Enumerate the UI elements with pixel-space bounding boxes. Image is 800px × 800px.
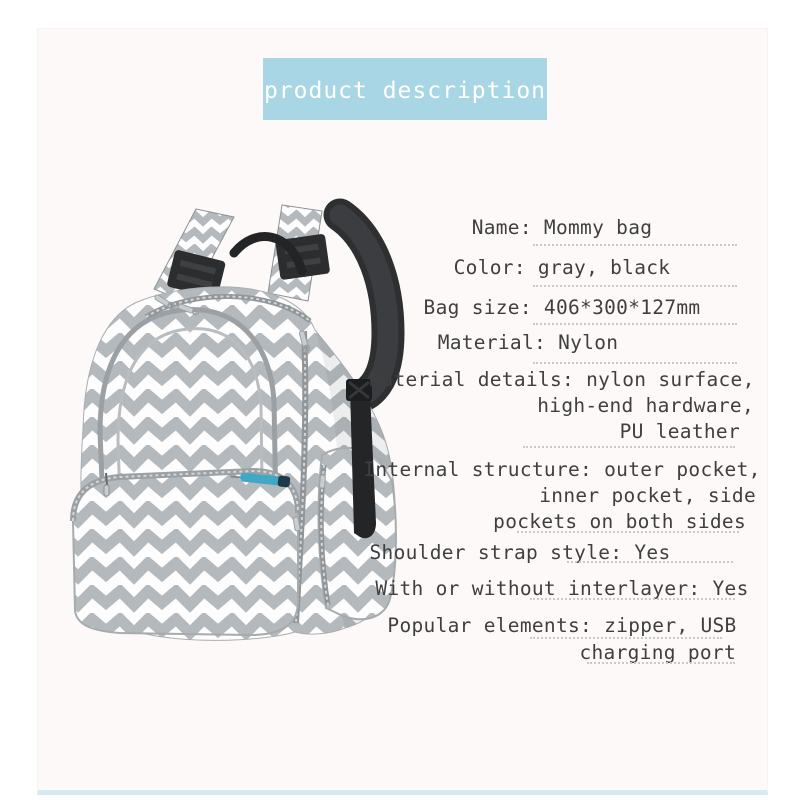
spec-row-internal-structure — [360, 457, 764, 535]
right-top-strap — [268, 205, 330, 301]
dotted-underline — [517, 531, 739, 533]
spec-line: Bag size: 406*300*127mm — [423, 296, 701, 319]
spec-line: Popular elements: zipper, USB — [387, 614, 737, 637]
dotted-underline — [530, 637, 722, 639]
spec-row-popular-elements — [360, 612, 764, 666]
dotted-underline — [533, 285, 737, 287]
dotted-underline — [567, 561, 733, 563]
spec-line: Shoulder strap style: Yes — [369, 541, 671, 564]
spec-line: Material: Nylon — [437, 331, 619, 354]
spec-row-bag-size — [360, 294, 764, 321]
spec-line: Internal structure: outer pocket, — [363, 458, 761, 481]
spec-line: high-end hardware, — [537, 394, 754, 417]
spec-line: With or without interlayer: Yes — [375, 577, 749, 600]
spec-line: PU leather — [619, 420, 740, 443]
spec-row-color — [360, 254, 764, 281]
spec-line: inner pocket, side — [539, 484, 756, 507]
section-banner — [263, 58, 547, 120]
spec-line: pockets on both sides — [493, 510, 746, 533]
section-banner-title: product description — [263, 78, 547, 104]
product-photo — [50, 193, 410, 653]
dotted-underline — [523, 446, 735, 448]
dotted-underline — [530, 598, 735, 600]
mommy-bag-illustration — [50, 193, 410, 653]
zipper-pull-side-pocket — [319, 475, 325, 488]
dotted-underline — [533, 244, 737, 246]
spec-line: Name: Mommy bag — [471, 216, 653, 239]
spec-row-material — [326, 329, 730, 356]
spec-line: Color: gray, black — [453, 256, 671, 279]
dotted-underline — [587, 662, 735, 664]
spec-line: Material details: nylon surface, — [369, 368, 755, 391]
spec-line: charging port — [579, 641, 736, 664]
spec-row-name — [360, 214, 764, 241]
dotted-underline — [533, 323, 737, 325]
spec-row-material-details — [360, 367, 764, 445]
dotted-underline — [533, 362, 737, 364]
